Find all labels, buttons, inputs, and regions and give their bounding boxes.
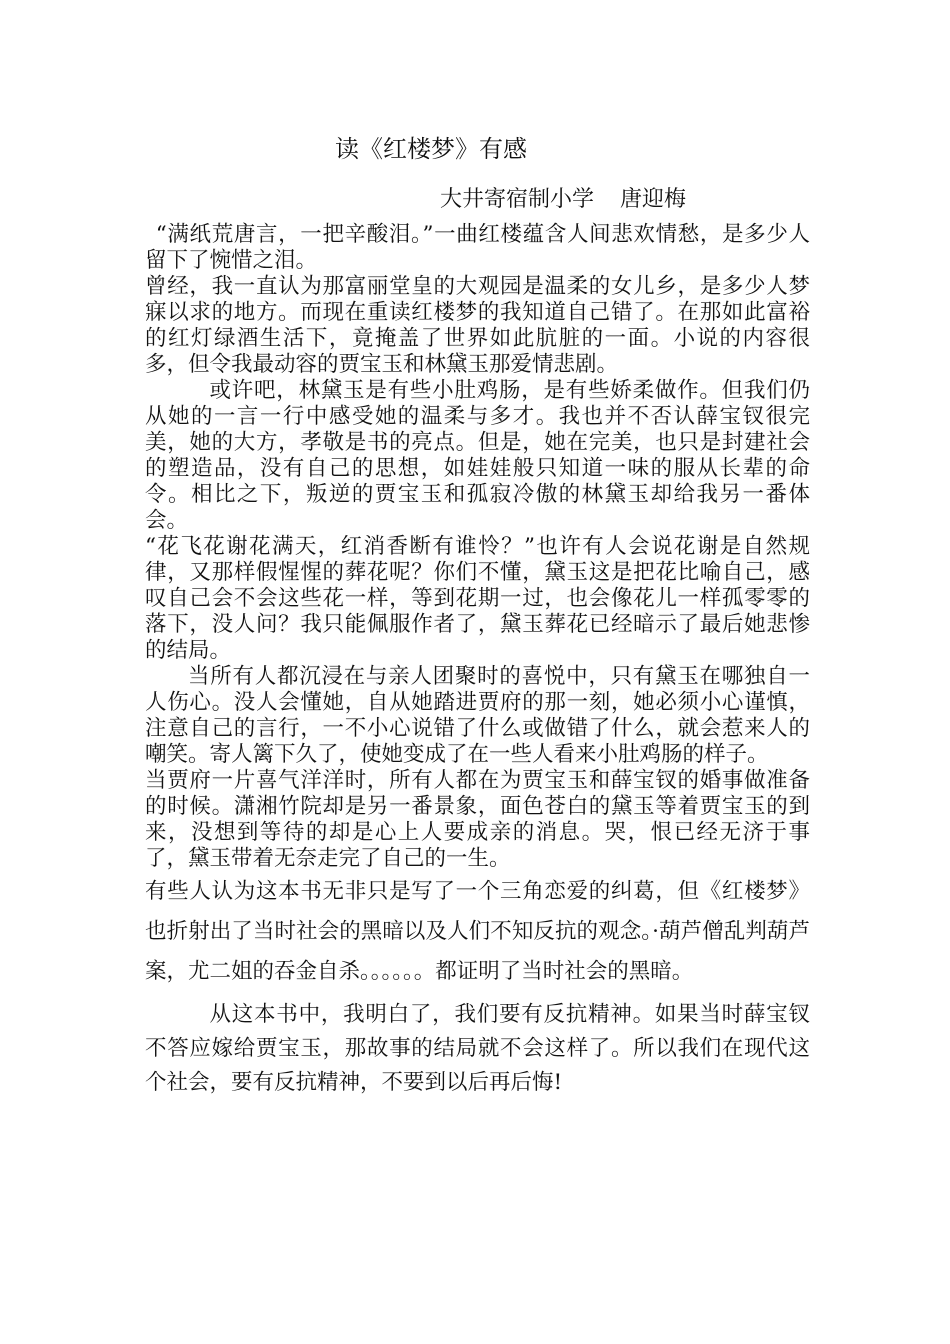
paragraph-5: 当所有人都沉浸在与亲人团聚时的喜悦中，只有黛玉在哪独自一人伤心。没人会懂她，自从她踏进贾府的那一刻，她必须小心谨慎，注意自己的言行，一不小心说错了什么或做错了什么，就会惹来人的嘲笑。寄人篱下久了，使她变成了在一些人看来小肚鸡肠的样子。: [145, 664, 810, 767]
paragraph-8: 从这本书中，我明白了，我们要有反抗精神。如果当时薛宝钗不答应嫁给贾宝玉，那故事的结局就不会这样了。所以我们在现代这个社会，要有反抗精神，不要到以后再后悔!: [145, 1002, 810, 1095]
essay-title: 读《红楼梦》有感: [335, 135, 527, 163]
paragraph-3: 或许吧，林黛玉是有些小肚鸡肠，是有些娇柔做作。但我们仍从她的一言一行中感受她的温柔与多才。我也并不否认薛宝钗很完美，她的大方，孝敬是书的亮点。但是，她在完美，也只是封建社会的塑造品，没有自己的思想，如娃娃般只知道一味的服从长辈的命令。相比之下，叛逆的贾宝玉和孤寂冷傲的林黛玉却给我另一番体会。: [145, 378, 810, 533]
paragraph-7: 有些人认为这本书无非只是写了一个三角恋爱的纠葛，但《红楼梦》也折射出了当时社会的黑暗以及人们不知反抗的观念。·葫芦僧乱判葫芦案，尤二姐的吞金自杀。。。。。。都证明了当时社会的黑暗。: [145, 879, 810, 984]
paragraph-2: 曾经，我一直认为那富丽堂皇的大观园是温柔的女儿乡，是多少人梦寐以求的地方。而现在重读红楼梦的我知道自己错了。在那如此富裕的红灯绿酒生活下，竟掩盖了世界如此肮脏的一面。小说的内容很多，但令我最动容的贾宝玉和林黛玉那爱情悲剧。: [145, 274, 810, 377]
author-school: 大井寄宿制小学: [440, 187, 595, 212]
paragraph-1: “满纸荒唐言，一把辛酸泪。”一曲红楼蕴含人间悲欢情愁，是多少人留下了惋惜之泪。: [145, 222, 810, 273]
author-line: [440, 185, 686, 215]
paragraph-4: “花飞花谢花满天，红消香断有谁怜？”也许有人会说花谢是自然规律，又那样假惺惺的葬花呢？你们不懂，黛玉这是把花比喻自己，感叹自己会不会这些花一样，等到花期一过，也会像花儿一样孤零零的落下，没人问？我只能佩服作者了，黛玉葬花已经暗示了最后她悲惨的结局。: [145, 534, 810, 663]
author-name: 唐迎梅: [620, 187, 687, 212]
essay-body: [145, 222, 810, 1100]
paragraph-6: 当贾府一片喜气洋洋时，所有人都在为贾宝玉和薛宝钗的婚事做准备的时候。潇湘竹院却是另一番景象，面色苍白的黛玉等着贾宝玉的到来，没想到等待的却是心上人要成亲的消息。哭，恨已经无济于事了，黛玉带着无奈走完了自己的一生。: [145, 768, 810, 871]
